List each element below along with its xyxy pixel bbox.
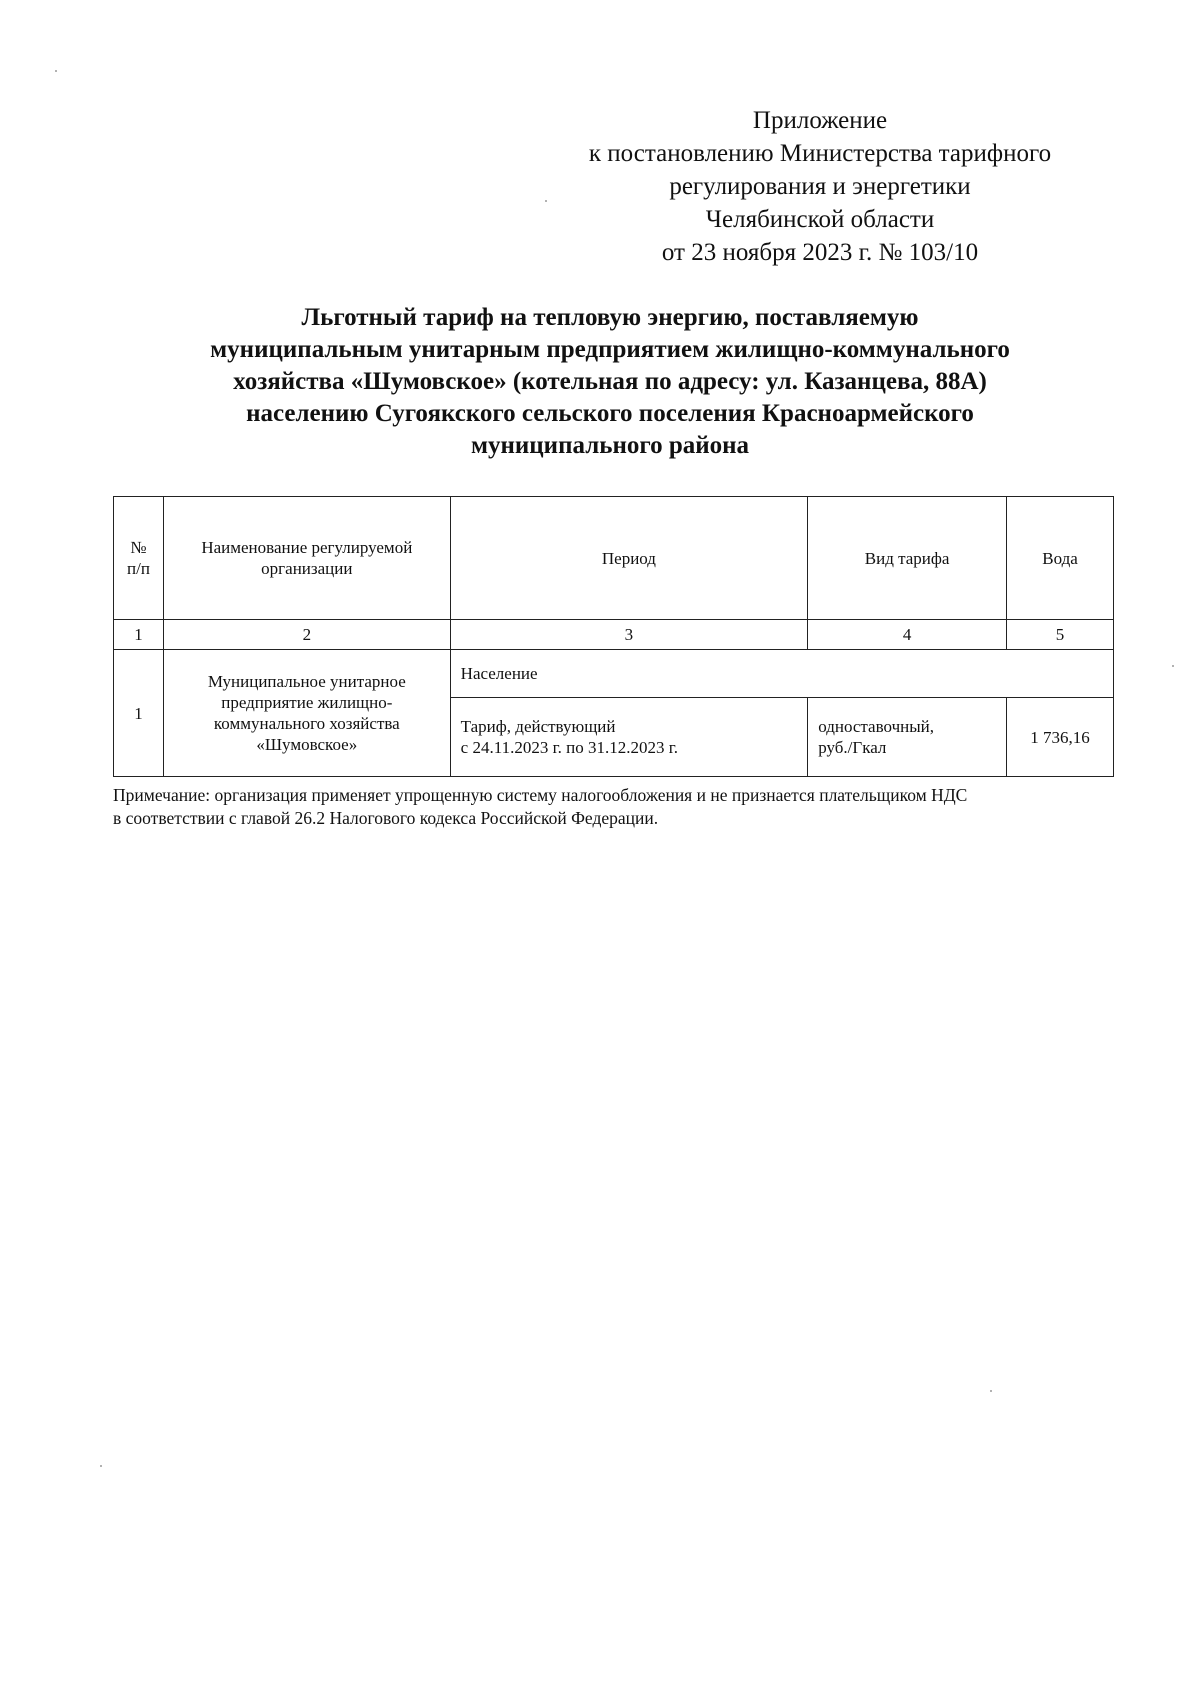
scan-speck	[1172, 665, 1174, 667]
row-organization	[163, 650, 450, 777]
column-number-5: 5	[1007, 620, 1114, 650]
column-number-row	[114, 620, 1114, 650]
scan-speck	[100, 1465, 102, 1467]
appendix-header	[540, 104, 1100, 269]
scan-speck	[55, 70, 57, 72]
row-water-value: 1 736,16	[1007, 698, 1114, 777]
appendix-line-5: от 23 ноября 2023 г. № 103/10	[661, 239, 979, 266]
note-line-1: Примечание: организация применяет упрощенную систему налогообложения и не признается плательщиком НДС	[113, 785, 968, 805]
note-line-2: в соответствии с главой 26.2 Налогового кодекса Российской Федерации.	[113, 808, 659, 828]
tariff-table	[113, 496, 1114, 777]
title-line-3: хозяйства «Шумовское» (котельная по адресу: ул. Казанцева, 88А)	[233, 368, 987, 395]
table-row	[114, 650, 1114, 698]
column-number-3: 3	[450, 620, 808, 650]
header-org-line-1: Наименование регулируемой	[201, 538, 413, 557]
header-tariff-type: Вид тарифа	[808, 497, 1007, 620]
row-group-label: Население	[450, 650, 1113, 698]
header-organization	[163, 497, 450, 620]
header-num	[114, 497, 164, 620]
document-title	[110, 302, 1110, 462]
row-org-line-2: предприятие жилищно-	[221, 693, 393, 712]
note	[113, 784, 1118, 830]
scan-speck	[990, 1390, 992, 1392]
row-period	[450, 698, 808, 777]
row-tariff-type	[808, 698, 1007, 777]
row-period-line-1: Тариф, действующий	[460, 717, 616, 736]
header-org-line-2: организации	[261, 559, 353, 578]
title-line-1: Льготный тариф на тепловую энергию, поставляемую	[301, 304, 919, 331]
scan-speck	[545, 200, 547, 202]
header-period: Период	[450, 497, 808, 620]
header-water: Вода	[1007, 497, 1114, 620]
title-line-5: муниципального района	[470, 432, 750, 459]
row-num: 1	[114, 650, 164, 777]
column-number-4: 4	[808, 620, 1007, 650]
header-num-line-2: п/п	[127, 559, 150, 578]
appendix-line-4: Челябинской области	[705, 206, 935, 233]
row-period-line-2: с 24.11.2023 г. по 31.12.2023 г.	[460, 738, 679, 757]
appendix-line-1: Приложение	[752, 107, 888, 134]
title-line-4: населению Сугоякского сельского поселения Красноармейского	[246, 400, 974, 427]
row-tariff-line-2: руб./Гкал	[818, 738, 887, 757]
row-org-line-1: Муниципальное унитарное	[207, 672, 406, 691]
table-header-row	[114, 497, 1114, 620]
column-number-1: 1	[114, 620, 164, 650]
header-num-line-1: №	[130, 538, 147, 557]
row-org-line-3: коммунального хозяйства	[213, 714, 400, 733]
column-number-2: 2	[163, 620, 450, 650]
title-line-2: муниципальным унитарным предприятием жилищно-коммунального	[210, 336, 1010, 363]
row-org-line-4: «Шумовское»	[256, 735, 358, 754]
row-tariff-line-1: одноставочный,	[818, 717, 934, 736]
appendix-line-2: к постановлению Министерства тарифного	[588, 140, 1052, 167]
appendix-line-3: регулирования и энергетики	[669, 173, 971, 200]
